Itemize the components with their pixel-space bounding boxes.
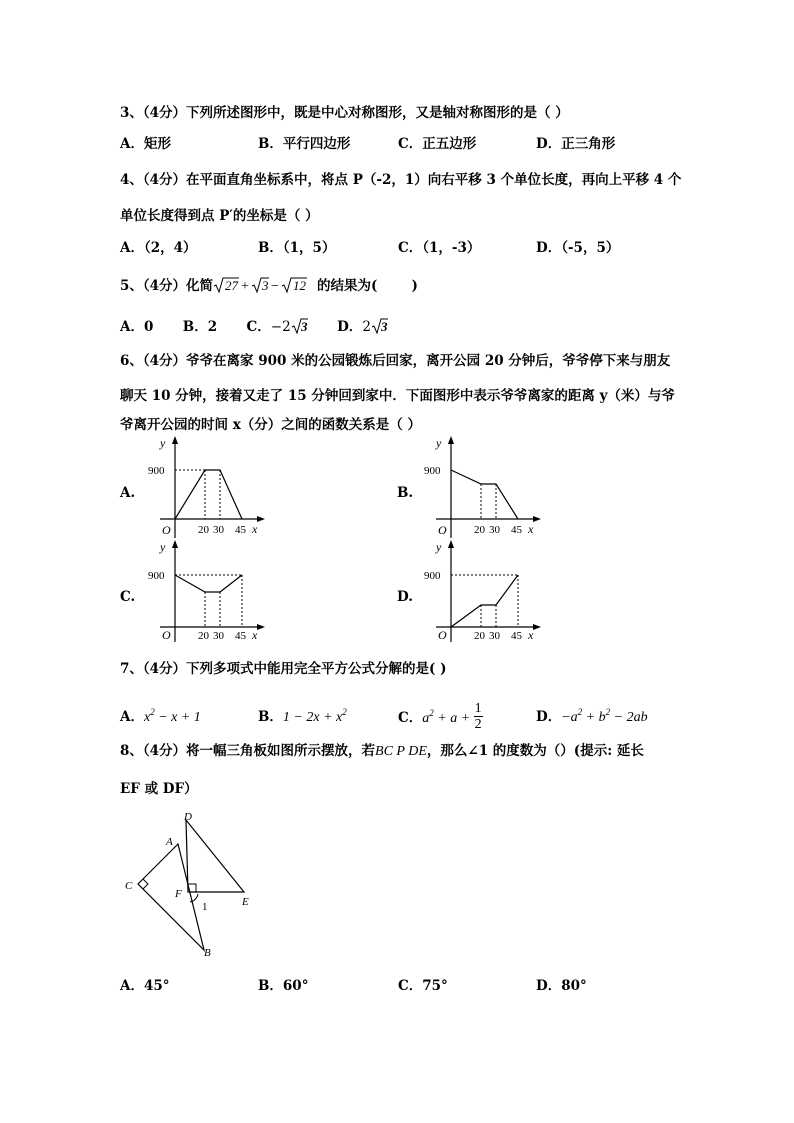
graph-y-tick: 900 (148, 570, 165, 582)
q4-stem-line2: 单位长度得到点 P′的坐标是（ ） (120, 208, 319, 224)
graph-origin: O (438, 523, 447, 537)
q8-figure (122, 810, 262, 960)
figure-label-b: B (204, 947, 211, 959)
q7-option-a[interactable]: A．$x^2 - x + 1$ (120, 707, 201, 725)
q7-fraction: $\frac{1}{2}$ (474, 701, 482, 732)
q8-stem-line2: EF 或 DF） (120, 781, 198, 797)
graph-x-label: x (528, 628, 534, 642)
q6-stem-line2: 聊天 10 分钟，接着又走了 15 分钟回到家中．下面图形中表示爷爷离家的距离 y（米）与爷 (120, 388, 675, 404)
q5-option-a[interactable]: A．0 (120, 319, 154, 335)
q8-option-d[interactable]: D．80° (536, 978, 587, 994)
q6-graph-a[interactable] (140, 436, 270, 541)
q3-option-a[interactable]: A．矩形 (120, 136, 171, 152)
svg-text:27: 27 (225, 278, 239, 293)
q8-stem-line1: 8、（4分）将一幅三角板如图所示摆放，若BC P DE，那么∠1 的度数为（）(提示: 延长 (120, 743, 644, 759)
figure-label-angle: 1 (202, 901, 208, 913)
q6-option-d-label[interactable]: D. (397, 589, 413, 605)
figure-label-d: D (184, 811, 192, 823)
q7-option-d[interactable]: D．$-a^2 + b^2 - 2ab$ (536, 707, 648, 725)
graph-x-label: x (252, 522, 258, 536)
q8-option-a[interactable]: A．45° (120, 978, 170, 994)
graph-y-label: y (160, 540, 166, 554)
q6-option-a-label[interactable]: A. (120, 485, 136, 501)
q6-graph-b[interactable] (416, 436, 546, 541)
svg-text:−: − (271, 279, 279, 294)
graph-y-label: y (436, 436, 442, 450)
q3-option-c[interactable]: C．正五边形 (398, 136, 477, 152)
figure-label-c: C (125, 880, 133, 892)
graph-x-tick-30: 30 (489, 630, 500, 642)
svg-text:3: 3 (300, 319, 308, 334)
svg-text:12: 12 (293, 278, 307, 293)
q5-option-d[interactable]: D．2 3 (337, 319, 388, 335)
q7-option-c[interactable]: C．$a^2 + a$ + $\frac{1}{2}$ (398, 701, 482, 732)
graph-y-label: y (160, 436, 166, 450)
q5-option-c[interactable]: C．−2 3 (246, 319, 308, 335)
graph-x-tick-30: 30 (213, 524, 224, 536)
graph-x-tick-45: 45 (511, 524, 522, 536)
graph-y-tick: 900 (148, 465, 165, 477)
svg-text:3: 3 (380, 319, 388, 334)
q4-stem-line1: 4、（4分）在平面直角坐标系中，将点 P（-2，1）向右平移 3 个单位长度，再向上平移 4 个 (120, 172, 682, 188)
graph-x-tick-20: 20 (474, 630, 485, 642)
graph-x-tick-20: 20 (198, 524, 209, 536)
q3-option-b[interactable]: B．平行四边形 (258, 136, 351, 152)
q7-stem: 7、（4分）下列多项式中能用完全平方公式分解的是( ) (120, 661, 447, 677)
q4-option-c[interactable]: C．（1，-3） (398, 240, 481, 256)
svg-text:+: + (241, 279, 249, 294)
q6-option-b-label[interactable]: B. (397, 485, 414, 501)
q7-option-b[interactable]: B．$1 - 2x + x^2$ (258, 707, 347, 725)
q6-graph-c[interactable] (140, 540, 270, 645)
graph-x-tick-20: 20 (198, 630, 209, 642)
q5-option-b[interactable]: B．2 (182, 319, 218, 335)
graph-x-tick-45: 45 (235, 630, 246, 642)
graph-y-tick: 900 (424, 465, 441, 477)
q5-stem-close: ) (411, 278, 418, 294)
graph-x-tick-45: 45 (511, 630, 522, 642)
figure-label-f: F (175, 888, 182, 900)
figure-label-a: A (166, 836, 173, 848)
graph-x-tick-30: 30 (213, 630, 224, 642)
graph-origin: O (438, 628, 447, 642)
graph-y-tick: 900 (424, 570, 441, 582)
q6-stem-line3: 爷离开公园的时间 x（分）之间的函数关系是（ ） (120, 417, 421, 433)
q6-graph-d[interactable] (416, 540, 546, 645)
graph-x-tick-20: 20 (474, 524, 485, 536)
q5-stem-post: 的结果为( (317, 278, 378, 294)
q8-option-b[interactable]: B．60° (258, 978, 309, 994)
q4-option-a[interactable]: A．（2，4） (120, 240, 197, 256)
graph-x-label: x (252, 628, 258, 642)
graph-y-label: y (436, 540, 442, 554)
q5-stem-pre: 5、（4分）化简 (120, 278, 214, 294)
figure-label-e: E (242, 896, 249, 908)
q4-option-d[interactable]: D．（-5，5） (536, 240, 620, 256)
svg-text:3: 3 (262, 278, 269, 293)
q5-radical-expression (213, 278, 317, 294)
q4-option-b[interactable]: B．（1，5） (258, 240, 336, 256)
q6-stem-line1: 6、（4分）爷爷在离家 900 米的公园锻炼后回家，离开公园 20 分钟后，爷爷停下来与朋友 (120, 353, 671, 369)
q3-stem: 3、（4分）下列所述图形中，既是中心对称图形，又是轴对称图形的是（ ） (120, 105, 569, 121)
q5-options (120, 317, 388, 336)
graph-x-label: x (528, 522, 534, 536)
graph-origin: O (162, 628, 171, 642)
q6-option-c-label[interactable]: C. (120, 589, 136, 605)
q8-option-c[interactable]: C．75° (398, 978, 448, 994)
q5-stem (120, 276, 418, 295)
graph-x-tick-30: 30 (489, 524, 500, 536)
graph-origin: O (162, 523, 171, 537)
graph-x-tick-45: 45 (235, 524, 246, 536)
q3-option-d[interactable]: D．正三角形 (536, 136, 616, 152)
